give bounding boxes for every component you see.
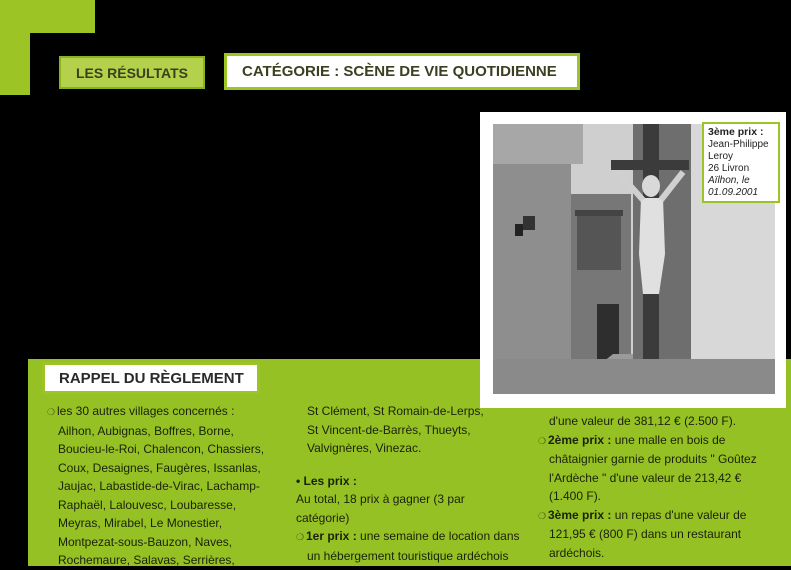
- list-item: Meyras, Mirabel, Le Monestier,: [58, 516, 223, 530]
- bullet-icon: ❍: [47, 407, 56, 417]
- first-prize: ❍ 1er prix : une semaine de location dans: [296, 527, 536, 547]
- prizes-total: catégorie): [296, 510, 350, 525]
- caption-date: 01.09.2001: [708, 187, 759, 198]
- list-item: ❍ les 30 autres villages concernés :: [47, 402, 277, 422]
- first-prize-text: un hébergement touristique ardéchois: [307, 548, 509, 563]
- rules-column-1: [47, 402, 277, 570]
- caption-name-first: Jean-Philippe: [708, 139, 769, 150]
- third-prize: ❍ 3ème prix : un repas d'une valeur de: [538, 506, 788, 526]
- caption-location: 26 Livron: [708, 163, 750, 174]
- list-item: St Clément, St Romain-de-Lerps,: [307, 404, 484, 418]
- list-item: Montpezat-sous-Bauzon, Naves,: [58, 534, 233, 549]
- list-item: Coux, Desaignes, Faugères, Issanlas,: [58, 460, 261, 475]
- second-prize-text: l'Ardèche " d'une valeur de 213,42 €: [549, 470, 742, 485]
- prizes-heading: • Les prix :: [296, 473, 357, 488]
- results-tab: LES RÉSULTATS: [59, 56, 205, 89]
- rules-column-2: [296, 402, 536, 565]
- bullet-icon: ❍: [538, 435, 547, 446]
- rules-title: RAPPEL DU RÈGLEMENT: [42, 362, 260, 394]
- second-prize-text: châtaignier garnie de produits " Goûtez: [549, 452, 757, 466]
- list-item: Valvignères, Vinezac.: [307, 441, 422, 455]
- list-item: Raphaël, Lalouvesc, Loubaresse,: [58, 497, 237, 512]
- category-tab: CATÉGORIE : SCÈNE DE VIE QUOTIDIENNE: [224, 53, 580, 90]
- first-prize-cont: d'une valeur de 381,12 € (2.500 F).: [549, 414, 737, 428]
- third-prize-text: 121,95 € (800 F) dans un restaurant: [549, 527, 742, 541]
- bullet-icon: ❍: [538, 510, 547, 521]
- corner-accent-vertical: [0, 0, 30, 95]
- caption-prize-rank: 3ème prix :: [708, 126, 764, 138]
- photo-bottom-strip: [493, 359, 775, 394]
- caption-place: Aïlhon, le: [708, 175, 750, 186]
- list-item: Boucieu-le-Roi, Chalencon, Chassiers,: [58, 442, 265, 456]
- list-item: St Vincent-de-Barrès, Thueyts,: [307, 422, 471, 437]
- third-prize-text: ardéchois.: [549, 545, 605, 560]
- list-item: Ailhon, Aubignas, Boffres, Borne,: [58, 423, 234, 438]
- list-item: Rochemaure, Salavas, Serrières,: [58, 553, 235, 567]
- list-item: Jaujac, Labastide-de-Virac, Lachamp-: [58, 479, 260, 493]
- second-prize: ❍ 2ème prix : une malle en bois de: [538, 431, 788, 451]
- spacer: [296, 458, 536, 472]
- prizes-total: Au total, 18 prix à gagner (3 par: [296, 492, 465, 506]
- caption-name-last: Leroy: [708, 151, 734, 162]
- photo-caption: [702, 122, 780, 203]
- rules-column-3: [538, 412, 788, 562]
- second-prize-text: (1.400 F).: [549, 489, 602, 503]
- bullet-icon: ❍: [296, 532, 305, 542]
